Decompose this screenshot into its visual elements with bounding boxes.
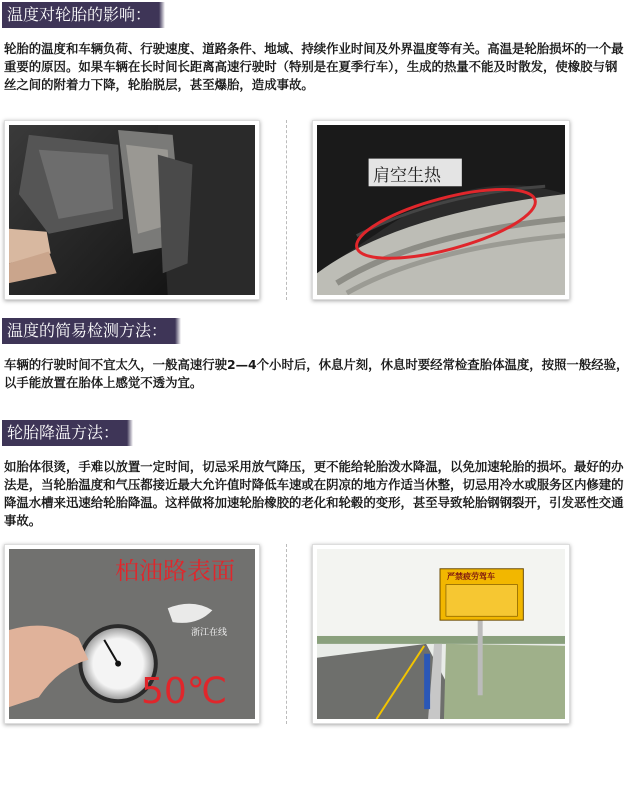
photo-tire-damage bbox=[4, 120, 260, 300]
road-sign-image bbox=[317, 549, 565, 719]
section-text-detection-method: 车辆的行驶时间不宜太久，一般高速行驶2—4个小时后，休息片刻，休息时要经常检查胎体温度，按照一般经验，以手能放置在胎体上感觉不透为宜。 bbox=[4, 357, 629, 390]
photo-asphalt-thermometer bbox=[4, 544, 260, 724]
section-text-temperature-effect: 轮胎的温度和车辆负荷、行驶速度、道路条件、地域、持续作业时间及外界温度等有关。高温是轮胎损坏的一个最重要的原因。如果车辆在长时间长距离高速行驶时（特别是在夏季行车），生成的热量不能及时散发，使橡胶与钢丝之间的附着力下降，轮胎脱层，甚至爆胎，造成事故。 bbox=[4, 41, 624, 92]
photo-divider bbox=[286, 544, 287, 724]
tire-heat-image bbox=[317, 125, 565, 295]
tire-damage-image bbox=[9, 125, 255, 295]
tire-heat-label: 肩空生热 bbox=[373, 166, 441, 186]
section-heading-temperature-effect: 温度对轮胎的影响： bbox=[2, 2, 159, 28]
section-heading-cooling-method: 轮胎降温方法： bbox=[2, 420, 127, 446]
section-text-cooling-method: 如胎体很烫，手难以放置一定时间，切忌采用放气降压，更不能给轮胎泼水降温，以免加速轮胎的损坏。最好的办法是，当轮胎温度和气压都接近最大允许值时降低车速或在阴凉的地方作适当休整，切忌用冷水或服务区内修建的降温水槽来迅速给轮胎降温。这样做将加速轮胎橡胶的老化和轮毂的变形，甚至导致轮胎钢钢裂开，引发恶性交通事故。 bbox=[4, 459, 624, 528]
temperature-reading: 50℃ bbox=[141, 671, 228, 712]
photo-tire-heat bbox=[312, 120, 570, 300]
asphalt-label: 柏油路表面 bbox=[115, 557, 235, 585]
photo-divider bbox=[286, 120, 287, 300]
road-sign-title: 严禁疲劳驾车 bbox=[447, 572, 495, 581]
photo-road-sign bbox=[312, 544, 570, 724]
watermark-text: 浙江在线 bbox=[191, 628, 228, 638]
section-heading-detection-method: 温度的简易检测方法： bbox=[2, 318, 175, 344]
